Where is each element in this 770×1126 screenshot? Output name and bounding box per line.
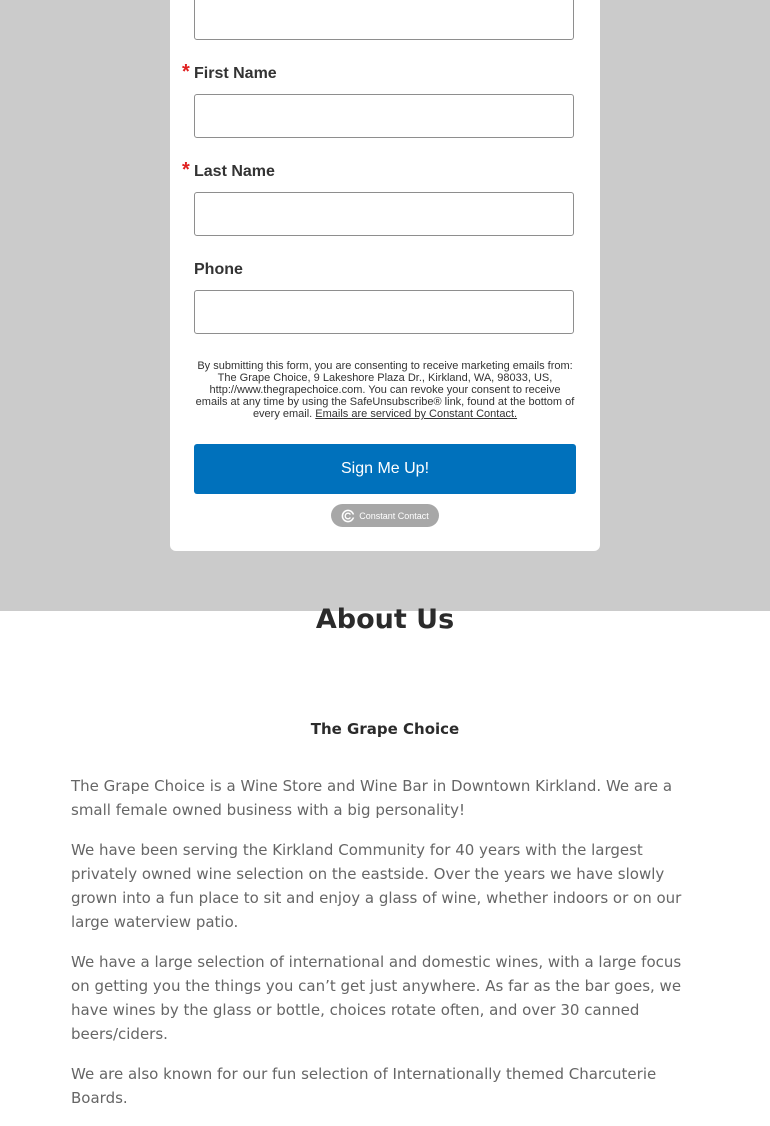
required-marker: * [182, 159, 190, 181]
consent-text: By submitting this form, you are consenting to receive marketing emails from: The Grape Choice, 9 Lakeshore Plaza Dr., Kirkland, WA, 98033, US, http://www.thegrapechoice.com. You can revoke your consent to receive emails at any time by using the SafeUnsubscribe® link, found at the bottom of every email. [195, 360, 575, 420]
store-name-heading: The Grape Choice [310, 720, 460, 738]
sign-me-up-button[interactable]: Sign Me Up! [194, 444, 576, 494]
phone-label: Phone [194, 261, 243, 278]
about-paragraph: The Grape Choice is a Wine Store and Wine Bar in Downtown Kirkland. We are a small female owned business with a big personality! [71, 777, 673, 819]
last-name-label: Last Name [194, 163, 275, 180]
constant-contact-icon [341, 509, 355, 523]
about-paragraph: We have a large selection of international and domestic wines, with a large focus on getting you the things you can’t get just anywhere. As far as the bar goes, we have wines by the glass or bottle, choices rotate often, and over 30 canned beers/ciders. [71, 953, 682, 1043]
phone-field[interactable] [194, 290, 574, 334]
first-name-label: First Name [194, 65, 277, 82]
constant-contact-badge-label: Constant Contact [359, 510, 429, 521]
consent-notice [194, 360, 576, 420]
email-field[interactable] [194, 0, 574, 40]
about-us-heading: About Us [315, 604, 455, 635]
constant-contact-link[interactable]: Emails are serviced by Constant Contact. [315, 408, 518, 420]
constant-contact-badge[interactable] [331, 504, 439, 527]
first-name-field[interactable] [194, 94, 574, 138]
about-paragraph: We have been serving the Kirkland Community for 40 years with the largest privately owned wine selection on the eastside. Over the years we have slowly grown into a fun place to sit and enjoy a glass of wine, whether indoors or on our large waterview patio. [71, 841, 682, 931]
about-description [71, 774, 703, 1126]
last-name-field[interactable] [194, 192, 574, 236]
required-marker: * [182, 61, 190, 83]
about-paragraph: We are also known for our fun selection of Internationally themed Charcuterie Boards. [71, 1065, 657, 1107]
